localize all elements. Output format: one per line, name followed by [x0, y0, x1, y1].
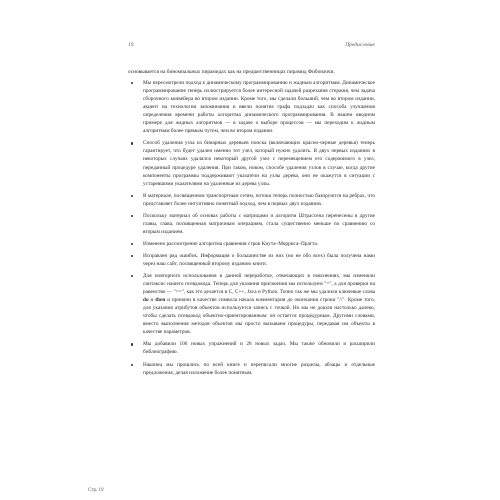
list-item: Наконец мы прошлись по всей книге и переписали многие разделы, абзацы и отдельные предложения, делая изложение более понятным. [128, 361, 375, 377]
bullet-icon [131, 275, 133, 277]
running-title: Предисловие [345, 42, 375, 48]
bullet-icon [131, 82, 133, 84]
keyword-then: then [155, 297, 166, 304]
list-item: Поскольку материал об основах работы с матрицами и алгоритм Штрассена перенесены в другие главы, глава, посвященная матричным операциям, стала существенно меньше по сравнению со вторым изданием. [128, 212, 375, 236]
bullet-icon [131, 195, 133, 197]
page-body [128, 68, 375, 381]
bullet-icon [131, 142, 133, 144]
running-header [128, 42, 375, 52]
pseudocode-paragraph: Для повторного использования в данной переработке, отвечающих в пояснениях, мы изменили синтаксис нашего псевдокода. Теперь для указания присвоения мы используем "=", а для проверки на равенство — "==", как это делается в C, C++, Java и Python. Точно так же мы удалили ключевые слова do и then и приняли в качестве символа начала комментария до окончания строки "//". Кроме того, для указания атрибутов объектов используется запись с точкой. Но мы не дошли настолько далеко, чтобы сделать псевдокод объектно-ориентированным: он остается процедурным. Другими словами, вместо выполнения методов объектов мы просто вызываем процедуры, передавая им объекты в качестве параметров. [143, 273, 375, 336]
bullet-icon [131, 243, 133, 245]
bullet-icon [131, 215, 133, 217]
list-item: Способ удаления узла из бинарных деревьев поиска (включающих красно-черные деревья) теперь гарантирует, что будет удален именно тот узел, который нужно удалить. В двух первых изданиях в некоторых случаях удалялся некоторый другой узел с перемещением его содержимого в узел, переданный процедуре удаления. При таком, новом, способе удаления узлов в случае, когда другие компоненты программы поддерживают указатели на узлы дерева, они не окажутся в ситуации с устаревшими указателями на удаленные из дерева узлы. [128, 139, 375, 187]
bullet-icon [131, 364, 133, 366]
bullet-icon [131, 343, 133, 345]
list-item [128, 272, 375, 336]
keyword-do: do [143, 297, 149, 304]
list-item: В материале, посвященном транспортным сетям, потоки теперь полностью базируются на ребрах, что представляет более интуитивно понятный подход, чем в первых двух изданиях. [128, 192, 375, 208]
page-number: 19 [128, 42, 134, 48]
page-footer: Стр. 19 [88, 488, 104, 493]
list-item: Исправлен ряд ошибок. Информация о большинстве из них (но не обо всех) была получена нами через наш сайт, посвященный второму изданию книги. [128, 252, 375, 268]
bullet-icon [131, 255, 133, 257]
intro-paragraph: основывается на биномиальных пирамидах как на предшественницах пирамид Фибоначчи. [128, 69, 335, 75]
list-item: Изменено рассмотрение алгоритма сравнения строк Кнута–Морриса–Пратта. [128, 240, 375, 248]
list-item: Мы добавили 100 новых упражнений и 28 новых задач. Мы также обновили и расширили библиографию. [128, 340, 375, 356]
list-item: Мы пересмотрели подход к динамическому программированию и жадным алгоритмам. Динамическое программирование теперь иллюстрируется более интересной задачей разрезания стержня, чем задача сборочного конвейера во втором издании. Кроме того, мы сделали больший, чем во втором издании, акцент на технологии запоминания и ввели понятие графа подзадач как способа улучшения определения времени работы алгоритма динамического программирования. В нашем вводном примере для жадных алгоритмов — в задаче о выборе процессов — мы переходим к жадным алгоритмам более прямым путем, чем во втором издании. [128, 79, 375, 135]
